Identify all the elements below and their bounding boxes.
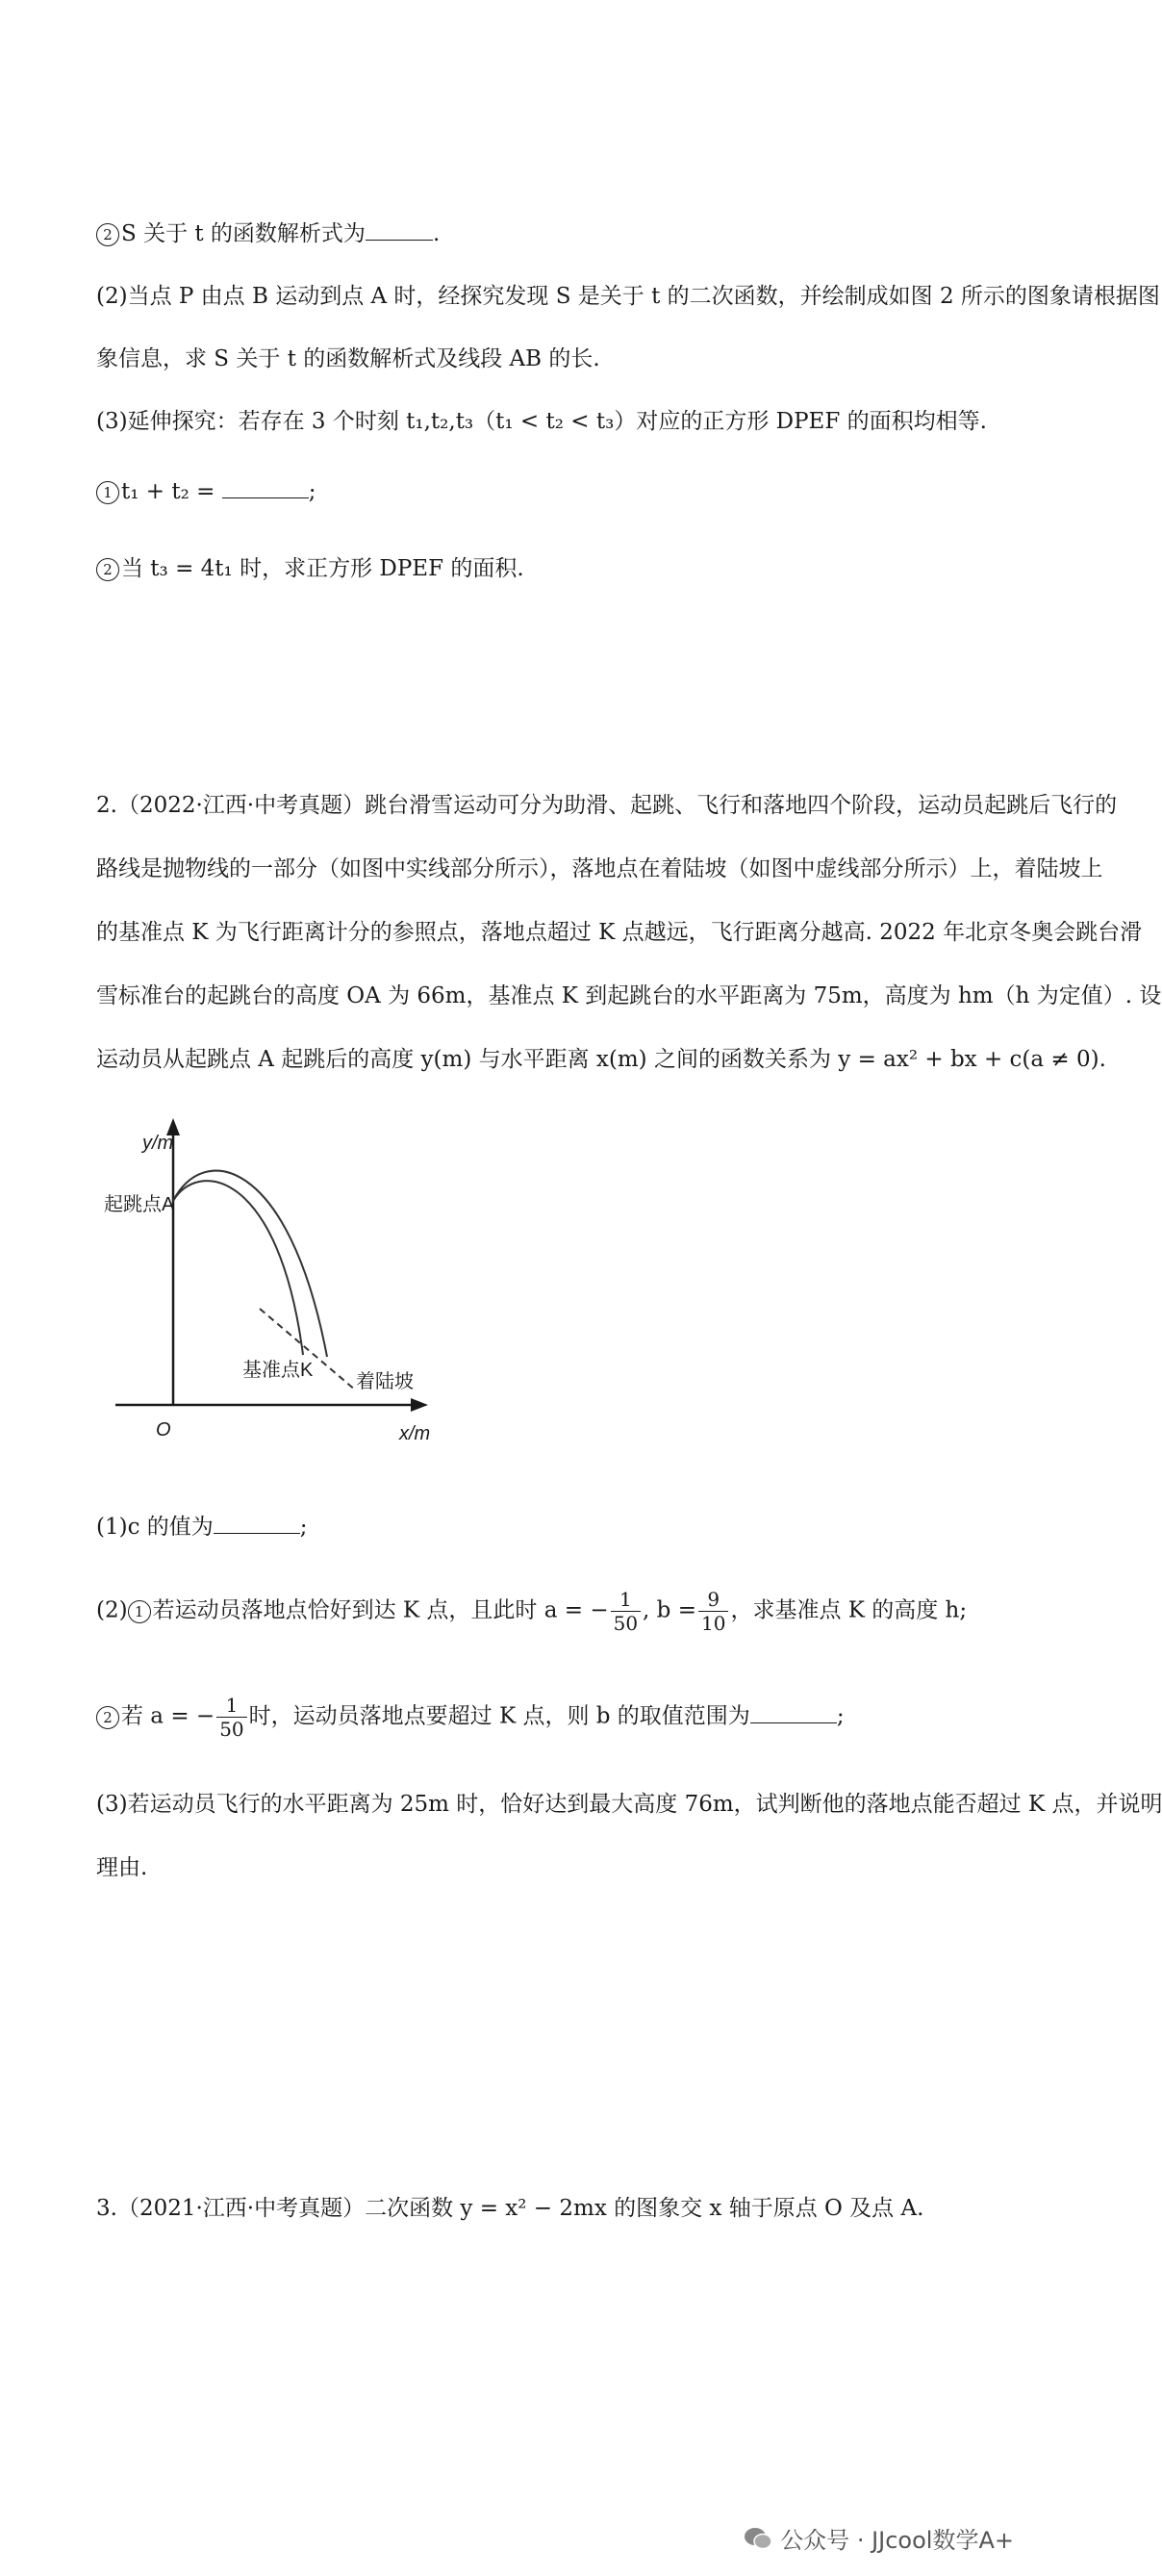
q2-part1: (1)c 的值为 ; (96, 1515, 308, 1540)
fraction: $\frac{1}{50}$ (216, 1694, 246, 1741)
answer-blank (366, 240, 433, 241)
slope-label: 着陆坡 (356, 1371, 414, 1392)
answer-blank (214, 1533, 300, 1534)
circled-number: 1 (128, 1600, 151, 1623)
q2-part3-line2: 理由. (96, 1855, 148, 1880)
q2-line4: 雪标准台的起跳台的高度 OA 为 66m，基准点 K 到起跳台的水平距离为 75m，高度为 hm（h 为定值）. 设 (96, 983, 1162, 1008)
answer-blank (222, 497, 309, 498)
x-axis-label: x/m (399, 1423, 431, 1444)
circled-number: 2 (96, 223, 119, 246)
fraction: $\frac{1}{50}$ (611, 1588, 641, 1635)
fraction: $\frac{9}{10}$ (698, 1588, 728, 1635)
origin-label: O (156, 1419, 171, 1441)
q1-part2-line1: (2)当点 P 由点 B 运动到点 A 时，经探究发现 S 是关于 t 的二次函数，并绘制成如图 2 所示的图象请根据图 (96, 284, 1160, 309)
x-axis-arrow-icon (411, 1398, 428, 1412)
flight-path-outer (173, 1171, 327, 1357)
q2-part2-1: (2) 1 若运动员落地点恰好到达 K 点，且此时 a = − $\frac{1}{50}$ , b = $\frac{9}{10}$ ，求基准点 K 的高度 h; (96, 1588, 968, 1635)
y-axis-label: y/m (142, 1133, 174, 1154)
circled-number: 2 (96, 1706, 119, 1729)
q1-sub3-2: 2 当 t₃ = 4t₁ 时，求正方形 DPEF 的面积. (96, 552, 524, 585)
q1-sub2-2: 2 S 关于 t 的函数解析式为 . (96, 217, 440, 250)
q2-line2: 路线是抛物线的一部分（如图中实线部分所示），落地点在着陆坡（如图中虚线部分所示）上，着陆坡上 (96, 856, 1103, 881)
watermark: 公众号 · JJcool数学A+ (744, 2521, 1014, 2555)
q1-part2-line2: 象信息，求 S 关于 t 的函数解析式及线段 AB 的长. (96, 346, 600, 371)
q2-line3: 的基准点 K 为飞行距离计分的参照点，落地点超过 K 点越远，飞行距离分越高. 2022 年北京冬奥会跳台滑 (96, 920, 1143, 945)
q3-line1: 3.（2021·江西·中考真题）二次函数 y = x² − 2mx 的图象交 x 轴于原点 O 及点 A. (96, 2196, 924, 2221)
wechat-icon (744, 2526, 772, 2551)
q2-part3-line1: (3)若运动员飞行的水平距离为 25m 时，恰好达到最大高度 76m，试判断他的落地点能否超过 K 点，并说明 (96, 1792, 1162, 1817)
circled-number: 2 (96, 558, 119, 581)
circled-number: 1 (96, 481, 119, 504)
q2-line5: 运动员从起跳点 A 起跳后的高度 y(m) 与水平距离 x(m) 之间的函数关系为 y = ax² + bx + c(a ≠ 0). (96, 1047, 1106, 1072)
flight-path-inner (173, 1181, 303, 1355)
ski-jump-figure (96, 1116, 442, 1463)
jump-point-label: 起跳点A (104, 1194, 175, 1215)
q1-sub3-1: 1 t₁ + t₂ = ; (96, 475, 316, 508)
q1-part3: (3)延伸探究：若存在 3 个时刻 t₁,t₂,t₃（t₁ < t₂ < t₃）对应的正方形 DPEF 的面积均相等. (96, 409, 987, 434)
base-point-label: 基准点K (242, 1360, 314, 1381)
q2-part2-2: 2 若 a = − $\frac{1}{50}$ 时，运动员落地点要超过 K 点，则 b 的取值范围为 ; (96, 1694, 845, 1741)
q2-line1: 2.（2022·江西·中考真题）跳台滑雪运动可分为助滑、起跳、飞行和落地四个阶段，运动员起跳后飞行的 (96, 793, 1118, 818)
answer-blank (750, 1722, 837, 1723)
